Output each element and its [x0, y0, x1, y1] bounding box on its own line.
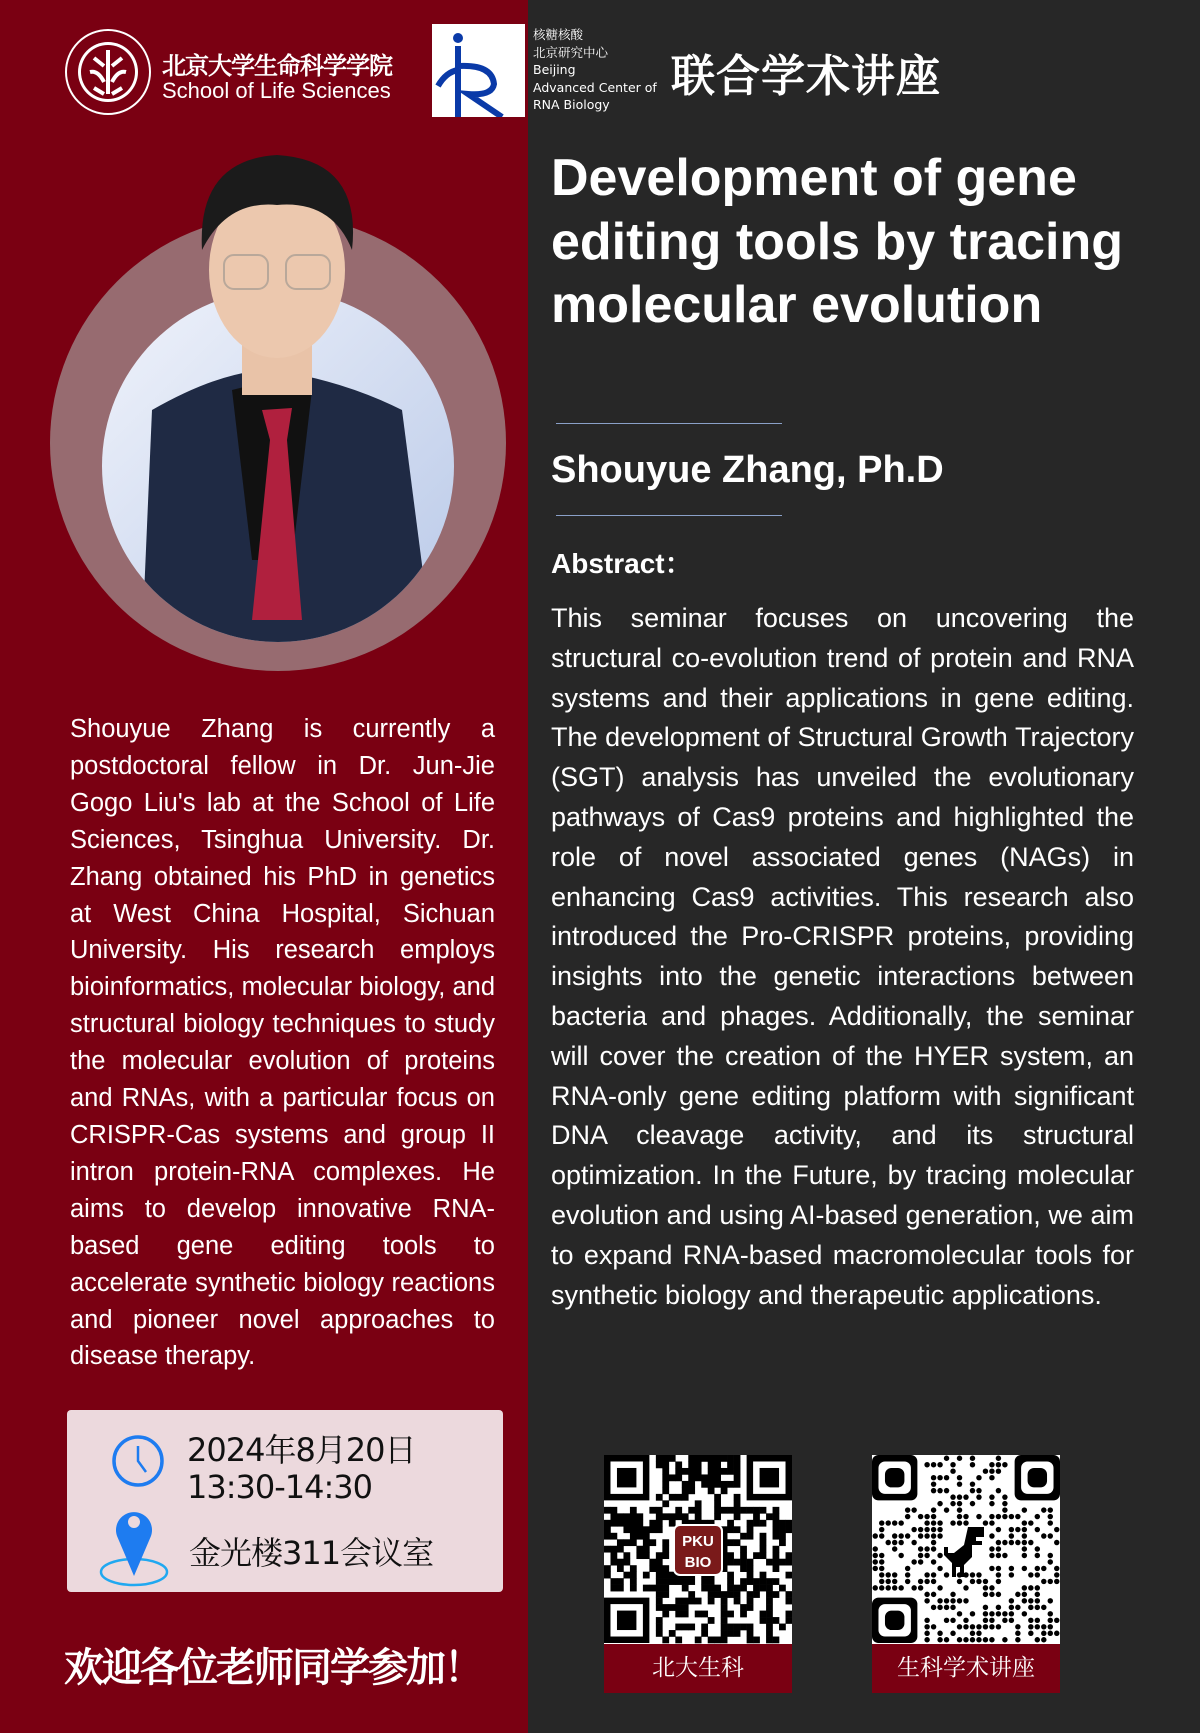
event-date: 2024年8月20日 [187, 1431, 416, 1469]
event-time: 13:30-14:30 [187, 1468, 372, 1506]
abstract-heading: Abstract： [551, 548, 693, 579]
rna-center-line: Beijing [533, 62, 576, 77]
svg-text:PKU: PKU [682, 1533, 714, 1550]
talk-title: Development of gene editing tools by tracing molecular evolution [551, 149, 1124, 334]
qr-code-pku-bio[interactable] [604, 1455, 792, 1644]
abstract-text: This seminar focuses on uncovering the structural co-evolution trend of protein and RNA systems and their applications in gene editing. The development of Structural Growth Trajectory (SGT) analysis has unveiled the evolutionary pathways of Cas9 proteins and highlighted the role of novel associated genes (NAGs) in enhancing Cas9 activities. This research also introduced the Pro-CRISPR proteins, providing insights into the genetic interactions between bacteria and phages. Additionally, the seminar will cover the creation of the HYER system, an RNA-only gene editing platform with significant DNA cleavage activity, and its structural optimization. In the Future, by tracing molecular evolution and using AI-based generation, we aim to expand RNA-based macromolecular tools for synthetic biology and therapeutic applications. [551, 603, 1134, 1310]
rna-center-line: 核糖核酸 [533, 27, 584, 42]
rna-center-line: Advanced Center of [533, 79, 657, 95]
location-pin-icon [97, 1502, 171, 1588]
rna-center-line: RNA Biology [533, 97, 610, 112]
speaker-photo [102, 140, 454, 642]
event-info-box [67, 1410, 503, 1592]
qr-label: 生科学术讲座 [872, 1644, 1060, 1693]
divider [556, 423, 782, 424]
peking-university-logo [64, 28, 152, 116]
welcome-message: 欢迎各位老师同学参加！ [64, 1645, 482, 1691]
rna-center-logo [432, 24, 525, 117]
speaker-name: Shouyue Zhang, Ph.D [551, 449, 944, 491]
divider [556, 515, 782, 516]
event-datetime [187, 1432, 416, 1506]
pku-bio-logo [674, 1525, 722, 1575]
dinosaur-icon [944, 1527, 984, 1577]
event-type-heading: 联合学术讲座 [671, 51, 941, 102]
speaker-bio: Shouyue Zhang is currently a postdoctoral fellow in Dr. Jun-Jie Gogo Liu's lab at the School of Life Sciences, Tsinghua University. Dr. Zhang obtained his PhD in genetics at West China Hospital, Sichuan University. His research employs bioinformatics, molecular biology, and structural biology techniques to study the molecular evolution of proteins and RNAs, with a particular focus on CRISPR-Cas systems and group II intron protein-RNA complexes. He aims to develop innovative RNA-based gene editing tools to accelerate synthetic biology reactions and pioneer novel approaches to disease therapy. [70, 715, 495, 1371]
rna-center-name [533, 26, 657, 114]
pku-school-name-en: School of Life Sciences [162, 78, 391, 103]
clock-icon [111, 1434, 165, 1488]
rna-center-line: 北京研究中心 [533, 44, 609, 60]
qr-code-lecture[interactable] [872, 1455, 1060, 1644]
pku-school-name-cn: 北京大学生命科学学院 [162, 52, 392, 80]
svg-text:BIO: BIO [684, 1554, 712, 1571]
qr-label: 北大生科 [604, 1644, 792, 1693]
event-location: 金光楼311会议室 [189, 1534, 434, 1572]
